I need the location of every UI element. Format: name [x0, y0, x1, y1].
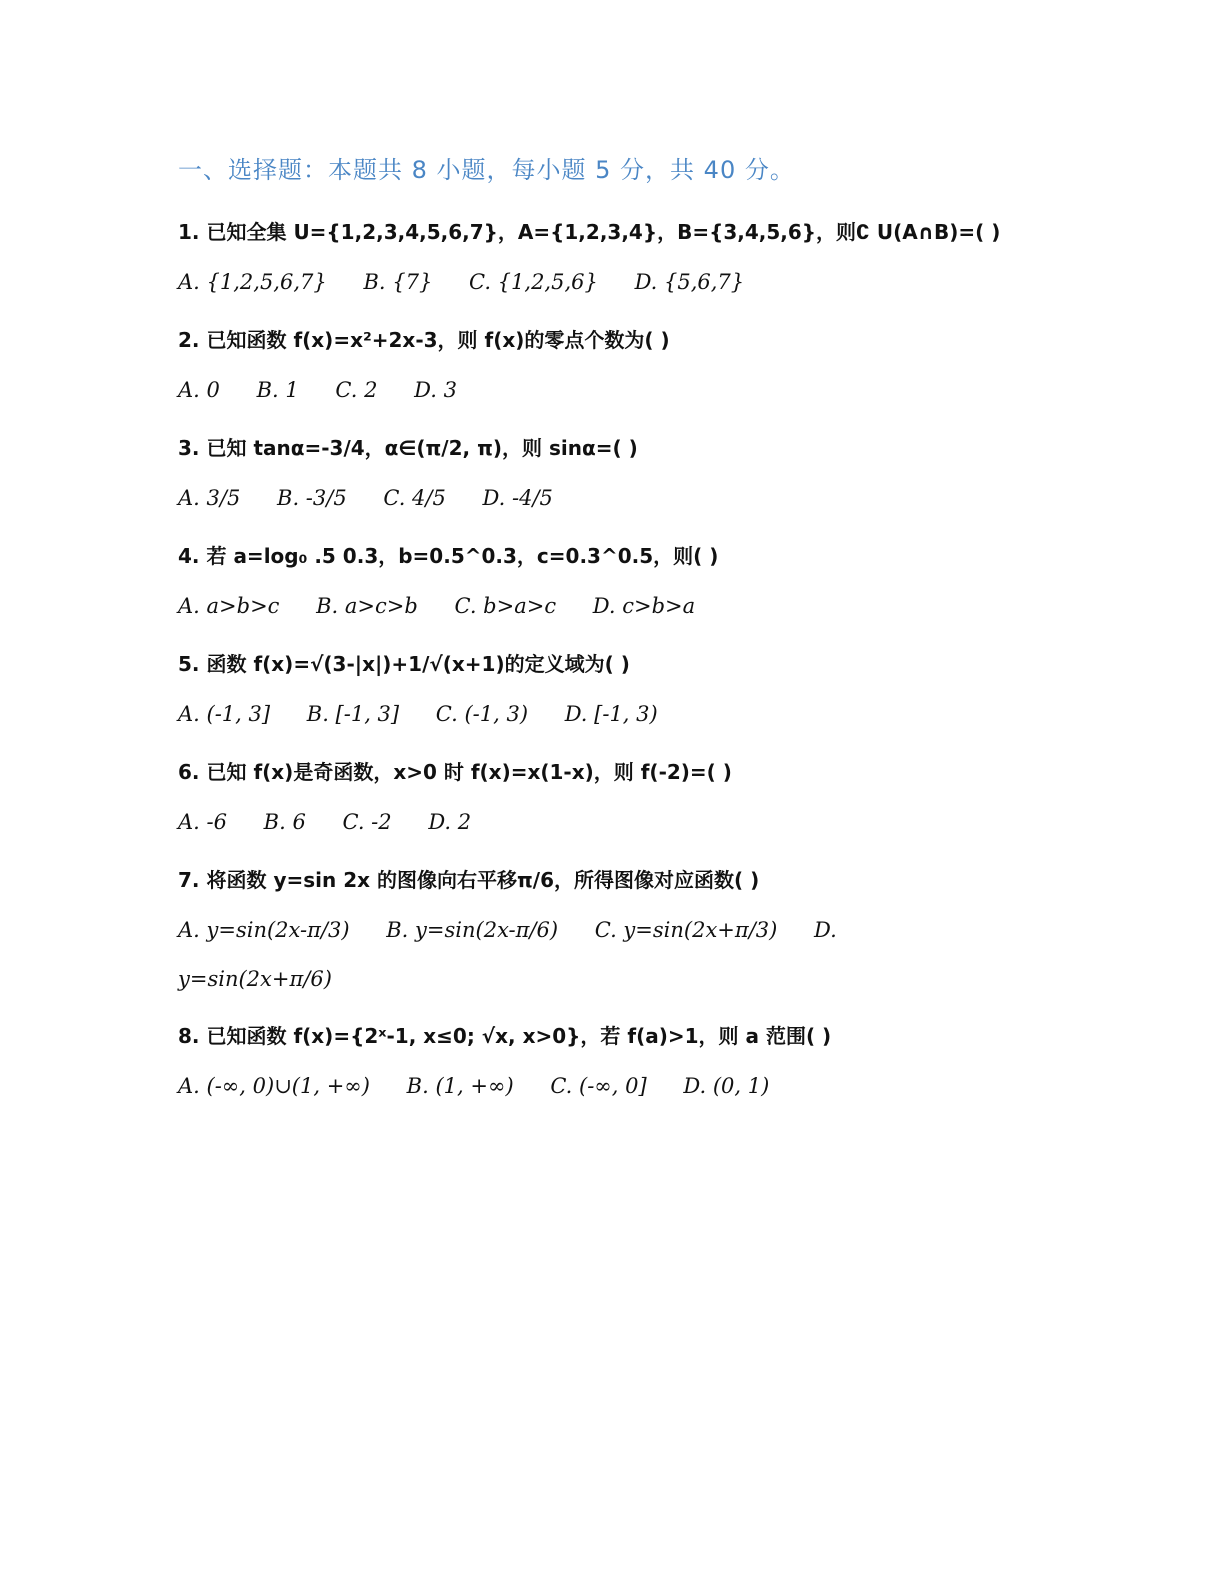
question-2-stem: 2. 已知函数 f(x)=x²+2x-3，则 f(x)的零点个数为( )	[178, 328, 670, 352]
option-c: C. b>a>c	[454, 594, 557, 618]
option-d: D. [-1, 3)	[564, 702, 658, 726]
question-5-stem: 5. 函数 f(x)=√(3-|x|)+1/√(x+1)的定义域为( )	[178, 652, 630, 676]
option-d: D.	[814, 918, 837, 942]
option-d: D. (0, 1)	[683, 1074, 770, 1098]
option-b: B. y=sin(2x-π/6)	[386, 918, 559, 942]
question-7-stem: 7. 将函数 y=sin 2x 的图像向右平移π/6，所得图像对应函数( )	[178, 868, 760, 892]
option-b: B. 6	[263, 810, 306, 834]
option-a: A. (-1, 3]	[178, 702, 271, 726]
option-d: D. {5,6,7}	[634, 270, 745, 294]
option-b: B. [-1, 3]	[306, 702, 400, 726]
option-c: C. 4/5	[383, 486, 446, 510]
option-a: A. y=sin(2x-π/3)	[178, 918, 350, 942]
question-3-stem: 3. 已知 tanα=-3/4，α∈(π/2, π)，则 sinα=( )	[178, 436, 638, 460]
question-5-options	[178, 702, 658, 726]
option-d: D. 3	[414, 378, 457, 402]
question-6-stem: 6. 已知 f(x)是奇函数，x>0 时 f(x)=x(1-x)，则 f(-2)=( )	[178, 760, 732, 784]
option-c: C. -2	[342, 810, 392, 834]
question-8-stem: 8. 已知函数 f(x)={2ˣ-1, x≤0; √x, x>0}，若 f(a)>1，则 a 范围( )	[178, 1024, 832, 1048]
question-1-options	[178, 270, 744, 294]
option-b: B. {7}	[363, 270, 433, 294]
option-b: B. -3/5	[277, 486, 347, 510]
question-1-stem: 1. 已知全集 U={1,2,3,4,5,6,7}，A={1,2,3,4}，B={3,4,5,6}，则∁ U(A∩B)=( )	[178, 220, 1001, 244]
option-a: A. (-∞, 0)∪(1, +∞)	[178, 1074, 370, 1098]
option-c: C. 2	[335, 378, 378, 402]
section-heading: 一、选择题：本题共 8 小题，每小题 5 分，共 40 分。	[178, 156, 795, 184]
option-b: B. a>c>b	[316, 594, 418, 618]
question-7-options	[178, 918, 837, 942]
option-c: C. (-1, 3)	[435, 702, 529, 726]
question-4-stem: 4. 若 a=log₀ .5 0.3，b=0.5^0.3，c=0.3^0.5，则( )	[178, 544, 719, 568]
question-3-options	[178, 486, 553, 510]
question-4-options	[178, 594, 695, 618]
option-c: C. (-∞, 0]	[550, 1074, 647, 1098]
option-a: A. -6	[178, 810, 227, 834]
option-b: B. 1	[256, 378, 299, 402]
question-8-options	[178, 1074, 769, 1098]
question-7-option-d-continuation: y=sin(2x+π/6)	[178, 967, 332, 991]
option-d: D. -4/5	[482, 486, 553, 510]
option-a: A. {1,2,5,6,7}	[178, 270, 327, 294]
option-a: A. 0	[178, 378, 220, 402]
option-d: D. c>b>a	[592, 594, 696, 618]
option-a: A. 3/5	[178, 486, 241, 510]
option-b: B. (1, +∞)	[406, 1074, 514, 1098]
question-6-options	[178, 810, 471, 834]
option-a: A. a>b>c	[178, 594, 280, 618]
option-d: D. 2	[428, 810, 472, 834]
option-c: C. {1,2,5,6}	[469, 270, 598, 294]
question-2-options	[178, 378, 457, 402]
option-c: C. y=sin(2x+π/3)	[594, 918, 778, 942]
